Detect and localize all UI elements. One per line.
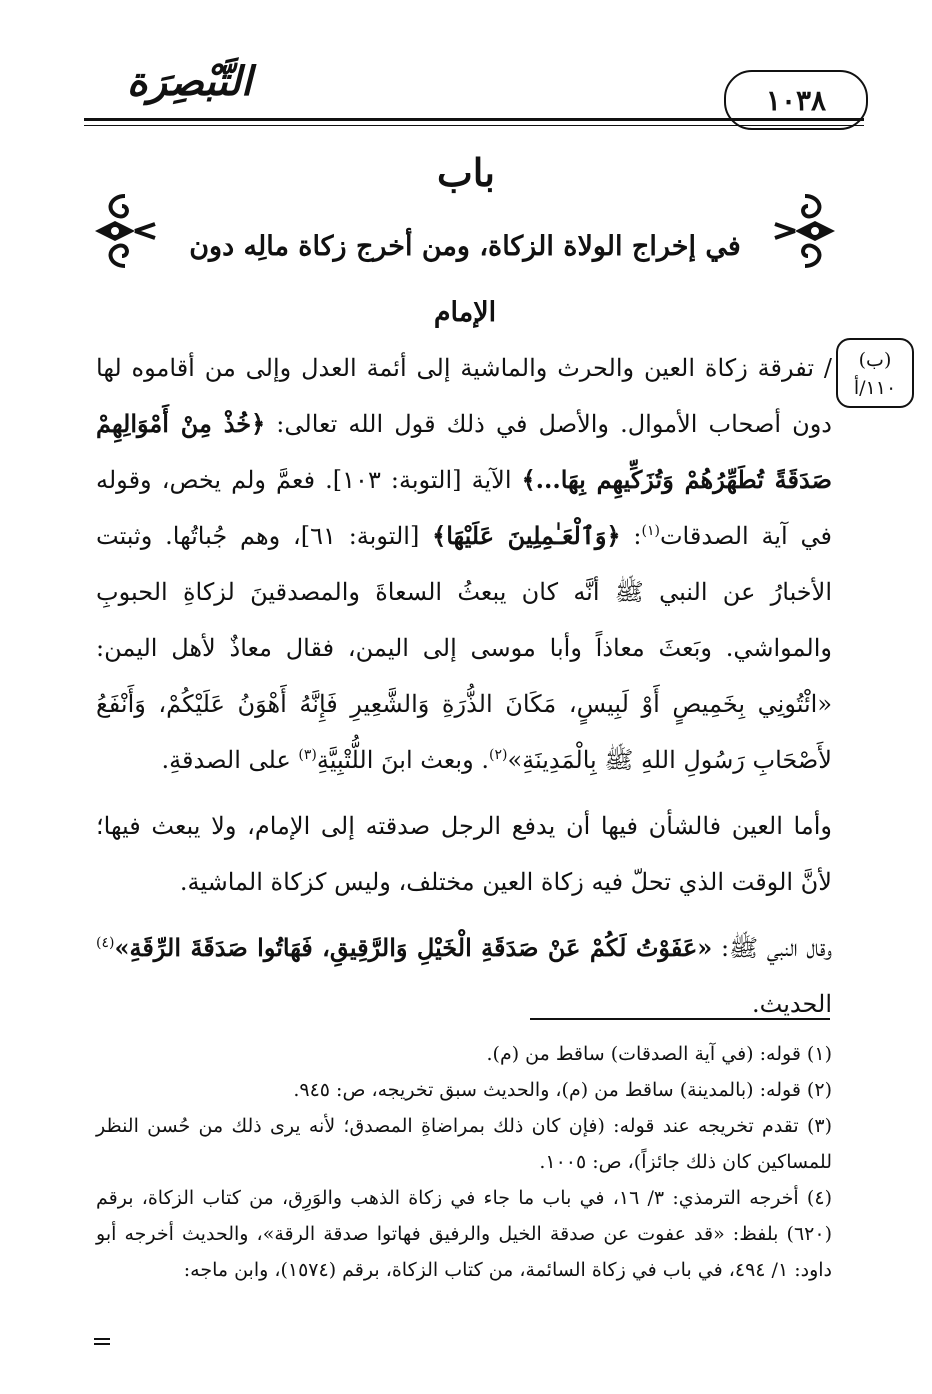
footnote-ref: (٤) bbox=[96, 935, 115, 951]
footnote-3: (٣) تقدم تخريجه عند قوله: (فإن كان ذلك بمراضاةِ المصدق؛ لأنه يرى ذلك من حُسن النظر للمساكين كان ذلك جائزاً)، ص: ١٠٠٥. bbox=[96, 1115, 832, 1173]
text-run: على الصدقةِ. bbox=[161, 746, 299, 774]
main-text bbox=[96, 340, 832, 1032]
manuscript-folio-note bbox=[836, 338, 914, 408]
header-rule bbox=[84, 118, 864, 126]
chapter-label: باب bbox=[437, 150, 495, 195]
paragraph-2: وأما العين فالشأن فيها أن يدفع الرجل صدقته إلى الإمام، ولا يبعث فيها؛ لأنَّ الوقت الذي تحلّ فيه زكاة العين مختلف، وليس كزكاة الماشية. bbox=[96, 812, 832, 896]
hadith-quote: «ائْتُونِي بِخَمِيصٍ أَوْ لَبِيسٍ، مَكَانَ الذُّرَةِ وَالشَّعِيرِ فَإِنَّهُ أَهْوَنُ عَلَيْكُمْ، وَأَنْفَعُ لأَصْحَابِ رَسُولِ اللهِ ﷺ بِالْمَدِينَةِ» bbox=[96, 690, 833, 774]
text-run: الحديث. bbox=[752, 990, 832, 1018]
footnote-ref: (١) bbox=[641, 523, 660, 539]
folio-line-1: (ب) bbox=[858, 349, 892, 371]
footnote-ref: (٢) bbox=[488, 747, 508, 763]
continuation-mark bbox=[94, 1338, 110, 1345]
paragraph-3 bbox=[96, 920, 832, 1032]
quran-quote: ﴿وَٱلْعَـٰمِلِينَ عَلَيْهَا﴾ bbox=[432, 521, 621, 550]
footnotes bbox=[96, 1036, 832, 1288]
footnote-2: (٢) قوله: (بالمدينة) ساقط من (م)، والحديث سبق تخريجه، ص: ٩٤٥. bbox=[293, 1079, 832, 1101]
book-title: التَّبْصِرَة bbox=[126, 58, 252, 105]
text-run: / تفرقة زكاة العين والحرث والماشية إلى أئمة العدل وإلى من أقاموه لها دون أصحاب الأموال. والأصل في ذلك قول الله تعالى: bbox=[96, 354, 832, 438]
text-run: وقال النبي ﷺ: bbox=[712, 934, 832, 962]
chapter-title: في إخراج الولاة الزكاة، ومن أخرج زكاة مالِه دون الإمام bbox=[189, 231, 741, 328]
footnote-1: (١) قوله: (في آية الصدقات) ساقط من (م). bbox=[486, 1043, 832, 1065]
footnote-separator bbox=[530, 1018, 830, 1020]
text-run: [التوبة: ٦١]، وهم جُباتُها. وثبتت الأخبارُ عن النبي ﷺ أنَّه كان يبعثُ السعاةَ والمصدقينَ لزكاةِ الحبوبِ والمواشي. وبَعثَ معاذاً وأبا موسى إلى اليمن، فقال معاذٌ لأهل اليمن: bbox=[96, 522, 832, 662]
text-run: الآية [التوبة: ١٠٣]. فعمَّ ولم يخص، وقوله في آية الصدقات bbox=[96, 466, 832, 550]
hadith-quote: «عَفَوْتُ لَكُمْ عَنْ صَدَقَةِ الْخَيْلِ وَالرَّقِيقِ، فَهَاتُوا صَدَقَةَ الرِّقَةِ» bbox=[114, 933, 713, 962]
page-number: ١٠٣٨ bbox=[724, 70, 868, 130]
text-run: . وبعث ابنَ اللُّتْبِيَّةِ bbox=[316, 746, 489, 774]
text-run: : bbox=[620, 522, 642, 550]
paragraph-1 bbox=[96, 340, 832, 788]
floral-ornament-icon bbox=[90, 186, 160, 276]
footnote-4: (٤) أخرجه الترمذي: ٣/ ١٦، في باب ما جاء في زكاة الذهب والوَرِق، من كتاب الزكاة، برقم (٦٢٠) بلفظ: «قد عفوت عن صدقة الخيل والرفيق فهاتوا صدقة الرقة»، والحديث أخرجه أبو داود: ١/ ٤٩٤، في باب في زكاة السائمة، من كتاب الزكاة، برقم (١٥٧٤)، وابن ماجه: bbox=[96, 1187, 832, 1281]
quran-quote: ﴿خُذْ مِنْ أَمْوَالِهِمْ صَدَقَةً تُطَهِّرُهُمْ وَتُزَكِّيهِم بِهَا...﴾ bbox=[96, 409, 832, 494]
floral-ornament-icon bbox=[770, 186, 840, 276]
footnote-ref: (٣) bbox=[298, 747, 317, 763]
folio-line-2: ١١٠/أ bbox=[853, 377, 897, 399]
